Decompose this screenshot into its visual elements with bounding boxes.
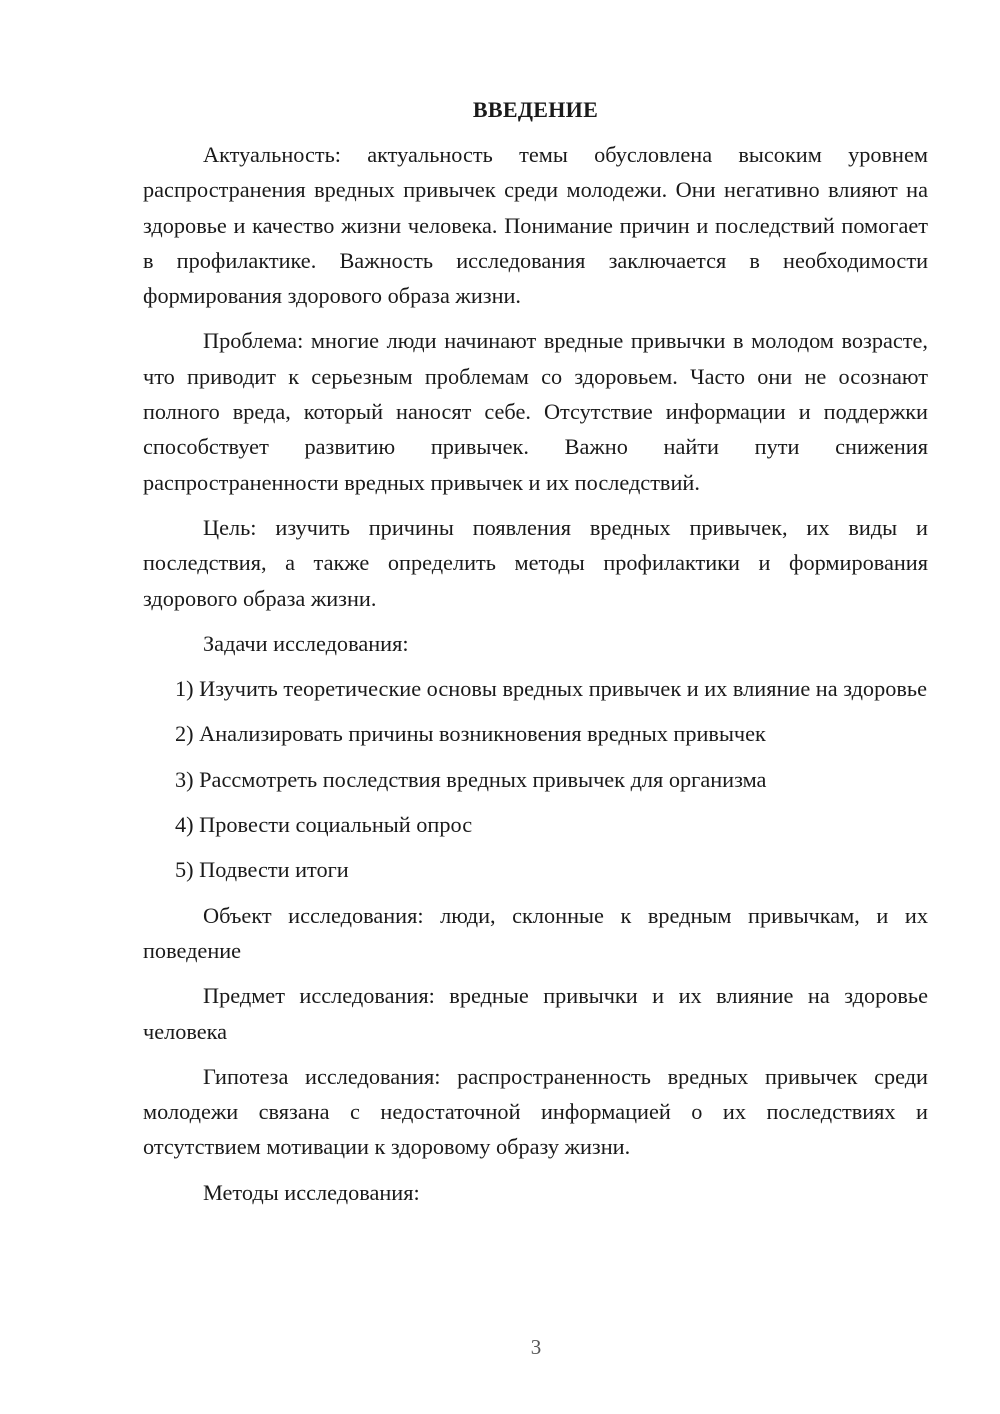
tasks-heading: Задачи исследования: [203, 630, 409, 656]
methods-heading: Методы исследования: [203, 1179, 420, 1205]
task-item-3: 3) Рассмотреть последствия вредных привычек для организма [175, 766, 767, 792]
section-title: ВВЕДЕНИЕ [472, 97, 599, 122]
task-item-1: 1) Изучить теоретические основы вредных привычек и их влияние на здоровье [175, 676, 927, 702]
problem-paragraph: Проблема: многие люди начинают вредные привычки в молодом возрасте, что приводит к серьезным проблемам со здоровьем. Часто они не осознают полного вреда, который наносят себе. Отсутствие информации и поддержки способствует развитию привычек. Важно найти пути снижения распространенности вредных привычек и их последствий. [143, 328, 928, 495]
object-paragraph: Объект исследования: люди, склонные к вредным привычкам, и их поведение [143, 902, 928, 963]
relevance-paragraph: Актуальность: актуальность темы обусловлена высоким уровнем распространения вредных привычек среди молодежи. Они негативно влияют на здоровье и качество жизни человека. Понимание причин и последствий помогает в профилактике. Важность исследования заключается в необходимости формирования здорового образа жизни. [143, 142, 928, 309]
task-item-5: 5) Подвести итоги [175, 857, 349, 883]
subject-paragraph: Предмет исследования: вредные привычки и их влияние на здоровье человека [143, 983, 928, 1044]
task-item-4: 4) Провести социальный опрос [175, 812, 473, 838]
hypothesis-paragraph: Гипотеза исследования: распространенность вредных привычек среди молодежи связана с недостаточной информацией о их последствиях и отсутствием мотивации к здоровому образу жизни. [143, 1063, 928, 1160]
page-content [143, 92, 928, 1220]
task-item-2: 2) Анализировать причины возникновения вредных привычек [175, 721, 766, 747]
goal-paragraph: Цель: изучить причины появления вредных привычек, их виды и последствия, а также определить методы профилактики и формирования здорового образа жизни. [143, 514, 928, 611]
tasks-list [143, 671, 928, 887]
page-number: 3 [530, 1335, 542, 1359]
